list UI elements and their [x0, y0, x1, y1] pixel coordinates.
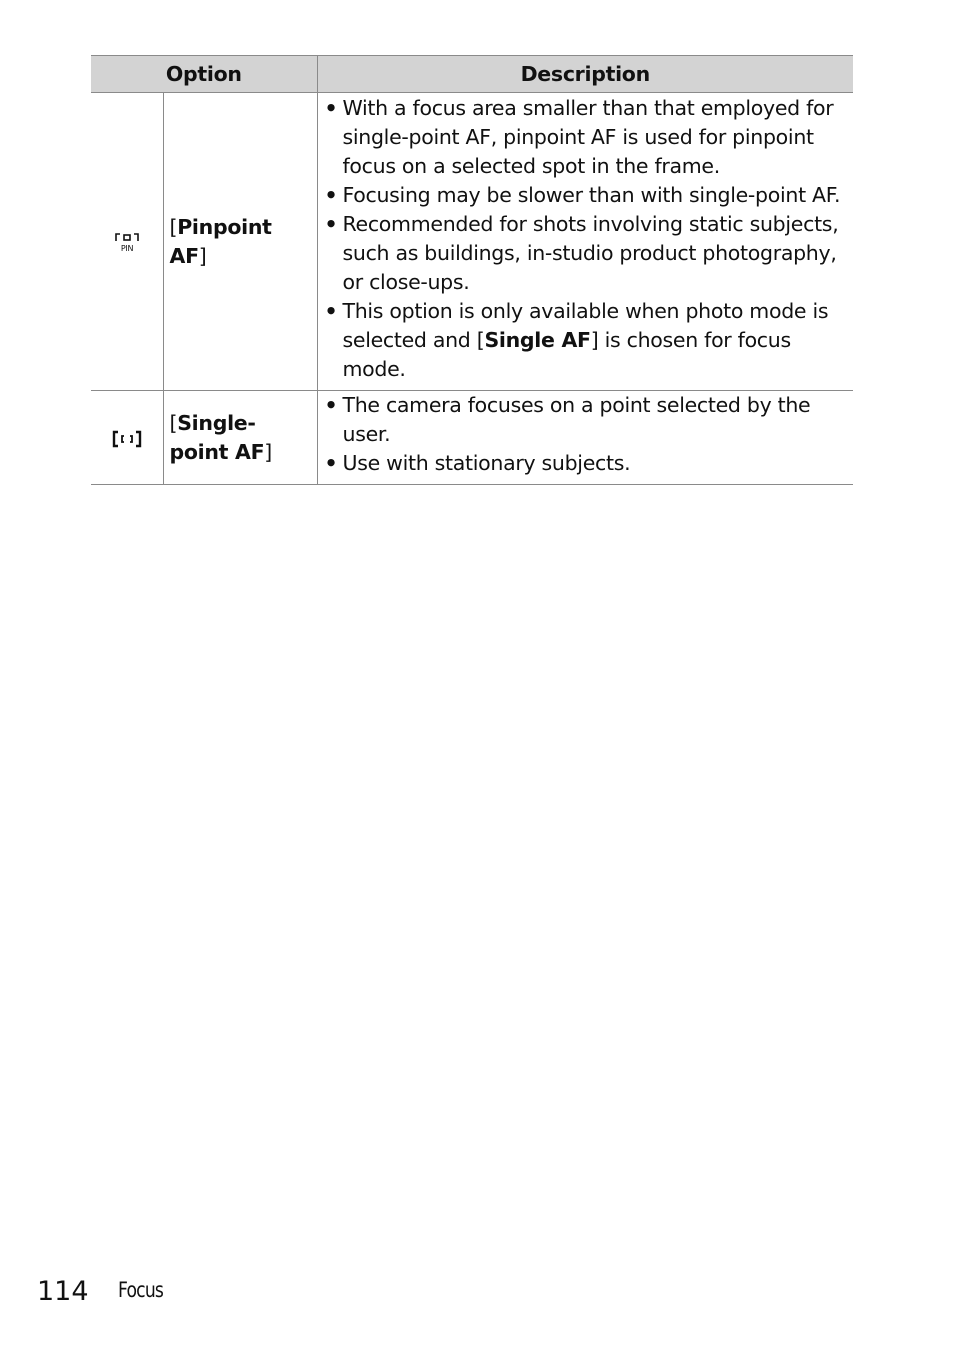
section-title: Focus [118, 1278, 164, 1302]
table-header-row [91, 56, 853, 93]
single-point-af-description [317, 391, 853, 485]
option-column-header: Option [91, 56, 317, 93]
pinpoint-af-icon [114, 230, 140, 254]
list-item: • Focusing may be slower than with single-point AF. [324, 181, 848, 210]
page-number: 114 [37, 1276, 89, 1307]
pinpoint-af-description [317, 93, 853, 391]
pinpoint-af-icon-cell [91, 93, 163, 391]
list-item: • Recommended for shots involving static subjects, such as buildings, in-studio product photography, or close-ups. [324, 210, 848, 297]
single-point-af-option-name: [Single-point AF] [163, 391, 317, 485]
pinpoint-af-option-name: [Pinpoint AF] [163, 93, 317, 391]
table-row [91, 93, 853, 391]
description-column-header: Description [317, 56, 853, 93]
list-item: • The camera focuses on a point selected by the user. [324, 391, 848, 449]
single-point-af-icon-cell [91, 391, 163, 485]
table-row [91, 391, 853, 485]
list-item: • With a focus area smaller than that employed for single-point AF, pinpoint AF is used for pinpoint focus on a selected spot in the frame. [324, 94, 848, 181]
list-item: • Use with stationary subjects. [324, 449, 848, 478]
pin-label: PIN [120, 243, 133, 253]
af-area-options-table [91, 55, 853, 485]
single-point-af-icon [112, 426, 142, 450]
list-item: • This option is only available when photo mode is selected and [Single AF] is chosen for focus mode. [324, 297, 848, 384]
